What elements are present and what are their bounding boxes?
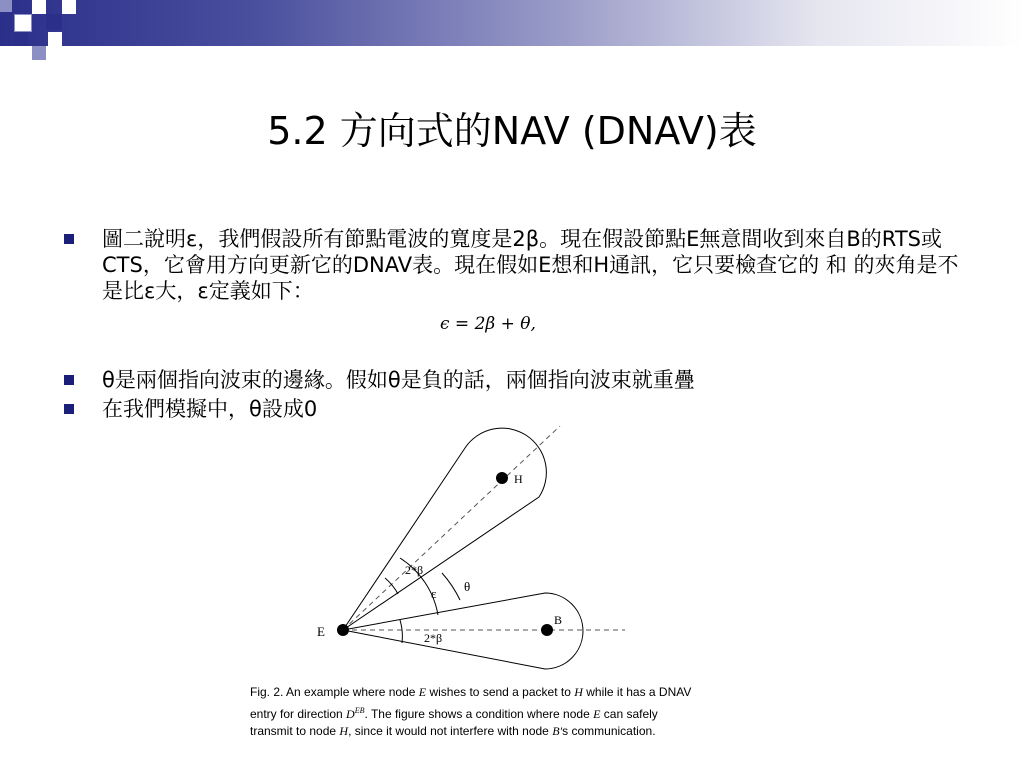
caption-sup: EB	[354, 705, 365, 715]
node-h	[496, 472, 508, 484]
bullet-text: θ是兩個指向波束的邊緣。假如θ是負的話，兩個指向波束就重疊	[102, 368, 695, 392]
dashed-line-h	[343, 426, 563, 630]
caption-var: D	[346, 706, 355, 721]
caption-text: can safely transmit to node	[250, 706, 658, 738]
label-2beta-top: 2*β	[405, 563, 424, 577]
caption-var: B′	[552, 724, 563, 738]
label-h: H	[514, 472, 523, 486]
node-b	[541, 624, 553, 636]
label-e: E	[317, 624, 325, 639]
node-e	[337, 624, 349, 636]
caption-text: . The figure shows a condition where node	[364, 706, 594, 721]
bullet-text: 在我們模擬中，θ設成0	[102, 397, 318, 421]
arc-theta	[442, 573, 460, 600]
caption-text: while it has a DNAV entry for direction	[250, 685, 692, 721]
caption-text: , since it would not interfere with node	[348, 724, 553, 738]
caption-text: Fig. 2. An example where node	[250, 685, 419, 699]
caption-var: E	[418, 685, 427, 699]
beam-h-shape	[343, 428, 546, 630]
label-epsilon: ε	[431, 586, 437, 601]
caption-text: wishes to send a packet to	[426, 685, 575, 699]
slide-title: 5.2 方向式的NAV (DNAV)表	[267, 109, 757, 153]
bullet-text: 圖二說明ε，我們假設所有節點電波的寬度是2β。現在假設節點E無意間收到來自B的RTS或CTS，它會用方向更新它的DNAV表。現在假如E想和H通訊，它只要檢查它的 和 的夾角是不是比ε大，ε定義如下：	[102, 227, 959, 303]
caption-var: E	[593, 706, 601, 721]
caption-var: H	[574, 685, 583, 699]
caption-var: H	[339, 724, 349, 738]
label-b: B	[554, 613, 563, 627]
caption-text: s communication.	[562, 724, 656, 738]
label-theta: θ	[464, 579, 471, 594]
equation: ϵ = 2β + θ,	[440, 314, 536, 334]
arc-2beta-bottom	[400, 620, 402, 643]
label-2beta-bottom: 2*β	[424, 631, 443, 645]
figure-caption	[250, 684, 700, 741]
